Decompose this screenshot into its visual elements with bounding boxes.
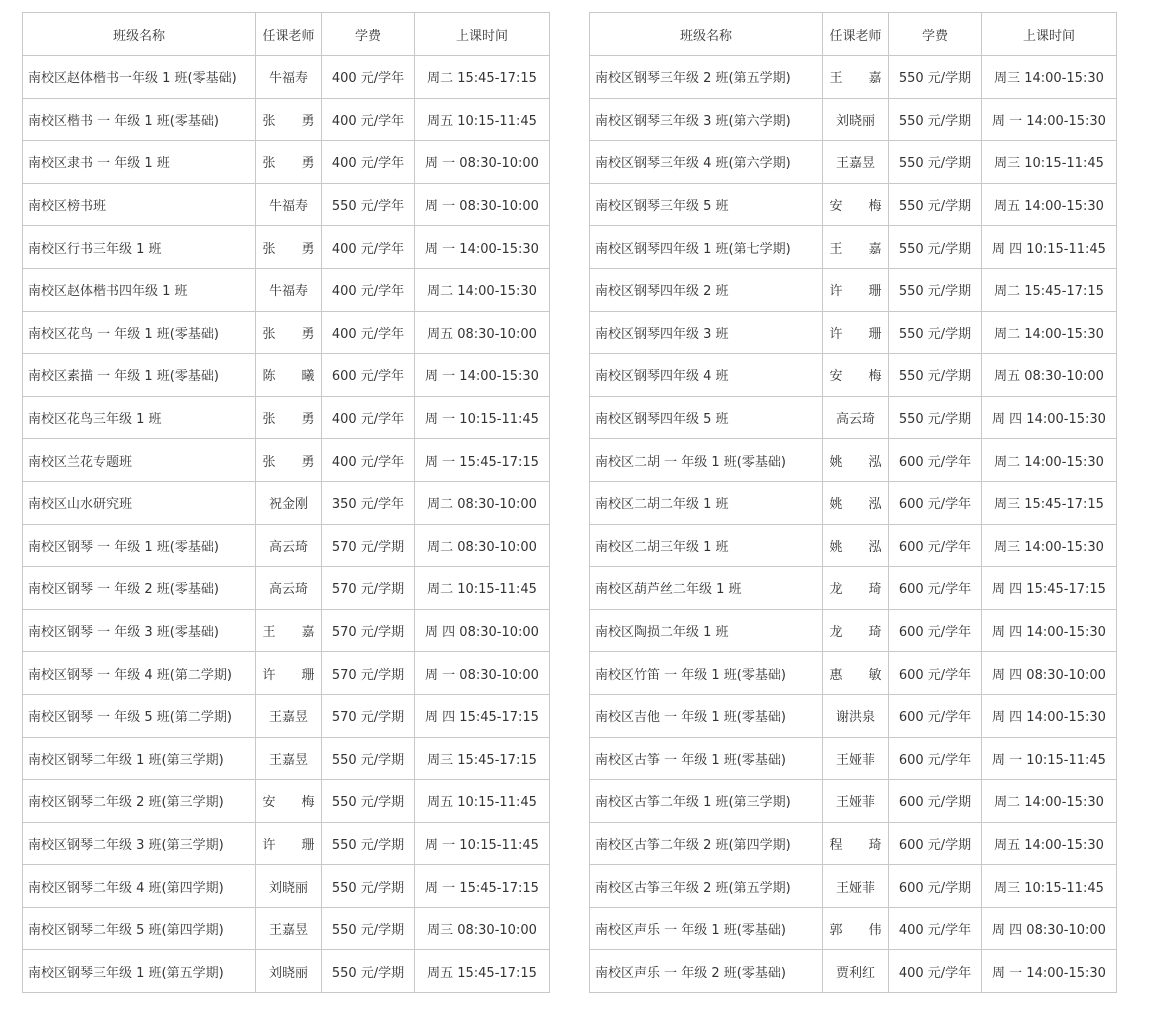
fee-cell: 400 元/学年 [322, 141, 415, 184]
teacher-cell: 程 琦 [823, 822, 889, 865]
class-name-cell: 南校区二胡二年级 1 班 [590, 481, 823, 524]
fee-cell: 550 元/学期 [322, 865, 415, 908]
fee-cell: 400 元/学年 [322, 311, 415, 354]
time-cell: 周 四 08:30-10:00 [415, 609, 550, 652]
class-name-cell: 南校区古筝二年级 1 班(第三学期) [590, 780, 823, 823]
fee-cell: 550 元/学期 [889, 226, 982, 269]
time-cell: 周二 15:45-17:15 [982, 268, 1117, 311]
table-row [23, 567, 550, 610]
fee-cell: 570 元/学期 [322, 652, 415, 695]
class-name-cell: 南校区钢琴四年级 3 班 [590, 311, 823, 354]
fee-cell: 600 元/学期 [889, 865, 982, 908]
table-row [590, 524, 1117, 567]
fee-cell: 550 元/学期 [322, 907, 415, 950]
teacher-cell: 张 勇 [256, 226, 322, 269]
table-row [590, 396, 1117, 439]
table-row [23, 694, 550, 737]
teacher-cell: 祝金刚 [256, 481, 322, 524]
table-row [23, 226, 550, 269]
teacher-cell: 高云琦 [823, 396, 889, 439]
time-cell: 周 一 08:30-10:00 [415, 652, 550, 695]
time-cell: 周 一 14:00-15:30 [982, 98, 1117, 141]
teacher-cell: 王 嘉 [823, 226, 889, 269]
teacher-cell: 王娅菲 [823, 865, 889, 908]
teacher-cell: 许 珊 [256, 822, 322, 865]
teacher-cell: 张 勇 [256, 311, 322, 354]
table-row [590, 311, 1117, 354]
fee-cell: 570 元/学期 [322, 694, 415, 737]
class-name-cell: 南校区钢琴四年级 2 班 [590, 268, 823, 311]
table-row [590, 567, 1117, 610]
table-row [23, 56, 550, 99]
teacher-cell: 许 珊 [823, 311, 889, 354]
fee-cell: 400 元/学年 [889, 950, 982, 993]
class-name-cell: 南校区二胡三年级 1 班 [590, 524, 823, 567]
teacher-cell: 姚 泓 [823, 439, 889, 482]
teacher-cell: 牛福寿 [256, 268, 322, 311]
table-row [590, 56, 1117, 99]
table-row [590, 865, 1117, 908]
fee-cell: 400 元/学年 [322, 98, 415, 141]
teacher-cell: 姚 泓 [823, 524, 889, 567]
time-cell: 周 四 14:00-15:30 [982, 396, 1117, 439]
time-cell: 周三 08:30-10:00 [415, 907, 550, 950]
class-name-cell: 南校区竹笛 一 年级 1 班(零基础) [590, 652, 823, 695]
time-cell: 周三 14:00-15:30 [982, 524, 1117, 567]
class-name-cell: 南校区花鸟三年级 1 班 [23, 396, 256, 439]
schedule-table-left [22, 12, 550, 993]
class-name-cell: 南校区钢琴四年级 4 班 [590, 354, 823, 397]
time-cell: 周二 10:15-11:45 [415, 567, 550, 610]
time-cell: 周 四 08:30-10:00 [982, 652, 1117, 695]
header-time: 上课时间 [982, 13, 1117, 56]
teacher-cell: 安 梅 [823, 183, 889, 226]
fee-cell: 550 元/学期 [889, 268, 982, 311]
class-name-cell: 南校区古筝 一 年级 1 班(零基础) [590, 737, 823, 780]
class-name-cell: 南校区钢琴 一 年级 4 班(第二学期) [23, 652, 256, 695]
teacher-cell: 王嘉昱 [256, 737, 322, 780]
teacher-cell: 刘晓丽 [256, 865, 322, 908]
class-name-cell: 南校区钢琴三年级 3 班(第六学期) [590, 98, 823, 141]
time-cell: 周二 14:00-15:30 [982, 439, 1117, 482]
fee-cell: 550 元/学期 [889, 183, 982, 226]
teacher-cell: 刘晓丽 [256, 950, 322, 993]
class-name-cell: 南校区榜书班 [23, 183, 256, 226]
fee-cell: 600 元/学年 [889, 737, 982, 780]
class-name-cell: 南校区声乐 一 年级 1 班(零基础) [590, 907, 823, 950]
time-cell: 周二 14:00-15:30 [415, 268, 550, 311]
teacher-cell: 王 嘉 [256, 609, 322, 652]
table-row [590, 737, 1117, 780]
table-row [23, 609, 550, 652]
teacher-cell: 许 珊 [823, 268, 889, 311]
right-table-body [590, 56, 1117, 993]
fee-cell: 400 元/学年 [322, 439, 415, 482]
time-cell: 周二 08:30-10:00 [415, 524, 550, 567]
time-cell: 周 一 08:30-10:00 [415, 183, 550, 226]
time-cell: 周 四 14:00-15:30 [982, 609, 1117, 652]
teacher-cell: 王娅菲 [823, 737, 889, 780]
time-cell: 周五 14:00-15:30 [982, 822, 1117, 865]
fee-cell: 400 元/学年 [889, 907, 982, 950]
time-cell: 周三 14:00-15:30 [982, 56, 1117, 99]
header-teacher: 任课老师 [256, 13, 322, 56]
class-name-cell: 南校区古筝二年级 2 班(第四学期) [590, 822, 823, 865]
class-name-cell: 南校区赵体楷书四年级 1 班 [23, 268, 256, 311]
fee-cell: 550 元/学期 [889, 354, 982, 397]
class-name-cell: 南校区吉他 一 年级 1 班(零基础) [590, 694, 823, 737]
table-row [23, 141, 550, 184]
fee-cell: 600 元/学年 [889, 524, 982, 567]
time-cell: 周 一 15:45-17:15 [415, 865, 550, 908]
time-cell: 周 一 10:15-11:45 [415, 822, 550, 865]
time-cell: 周三 10:15-11:45 [982, 865, 1117, 908]
time-cell: 周三 15:45-17:15 [415, 737, 550, 780]
fee-cell: 600 元/学年 [889, 567, 982, 610]
fee-cell: 400 元/学年 [322, 226, 415, 269]
table-row [590, 354, 1117, 397]
class-name-cell: 南校区素描 一 年级 1 班(零基础) [23, 354, 256, 397]
class-name-cell: 南校区钢琴四年级 1 班(第七学期) [590, 226, 823, 269]
time-cell: 周 四 10:15-11:45 [982, 226, 1117, 269]
time-cell: 周 四 14:00-15:30 [982, 694, 1117, 737]
fee-cell: 550 元/学期 [322, 780, 415, 823]
time-cell: 周 一 15:45-17:15 [415, 439, 550, 482]
teacher-cell: 张 勇 [256, 141, 322, 184]
teacher-cell: 张 勇 [256, 439, 322, 482]
class-name-cell: 南校区钢琴三年级 4 班(第六学期) [590, 141, 823, 184]
class-name-cell: 南校区钢琴二年级 3 班(第三学期) [23, 822, 256, 865]
class-name-cell: 南校区钢琴二年级 1 班(第三学期) [23, 737, 256, 780]
teacher-cell: 王 嘉 [823, 56, 889, 99]
fee-cell: 600 元/学年 [322, 354, 415, 397]
time-cell: 周五 14:00-15:30 [982, 183, 1117, 226]
teacher-cell: 贾利红 [823, 950, 889, 993]
left-table-body [23, 56, 550, 993]
time-cell: 周三 10:15-11:45 [982, 141, 1117, 184]
time-cell: 周五 10:15-11:45 [415, 780, 550, 823]
schedule-table-right [589, 12, 1117, 993]
teacher-cell: 高云琦 [256, 524, 322, 567]
table-row [23, 311, 550, 354]
table-row [590, 907, 1117, 950]
class-name-cell: 南校区山水研究班 [23, 481, 256, 524]
fee-cell: 400 元/学年 [322, 268, 415, 311]
fee-cell: 550 元/学期 [889, 311, 982, 354]
teacher-cell: 王嘉昱 [256, 694, 322, 737]
fee-cell: 570 元/学期 [322, 524, 415, 567]
fee-cell: 400 元/学年 [322, 396, 415, 439]
class-name-cell: 南校区钢琴三年级 5 班 [590, 183, 823, 226]
table-header-row [23, 13, 550, 56]
teacher-cell: 许 珊 [256, 652, 322, 695]
header-fee: 学费 [889, 13, 982, 56]
fee-cell: 600 元/学年 [889, 609, 982, 652]
table-row [23, 652, 550, 695]
teacher-cell: 安 梅 [823, 354, 889, 397]
class-name-cell: 南校区钢琴 一 年级 2 班(零基础) [23, 567, 256, 610]
fee-cell: 550 元/学期 [322, 950, 415, 993]
fee-cell: 600 元/学期 [889, 822, 982, 865]
fee-cell: 600 元/学年 [889, 652, 982, 695]
time-cell: 周五 15:45-17:15 [415, 950, 550, 993]
table-row [23, 439, 550, 482]
table-row [590, 822, 1117, 865]
table-header-row [590, 13, 1117, 56]
table-row [23, 865, 550, 908]
time-cell: 周二 15:45-17:15 [415, 56, 550, 99]
time-cell: 周三 15:45-17:15 [982, 481, 1117, 524]
table-row [590, 98, 1117, 141]
time-cell: 周五 08:30-10:00 [415, 311, 550, 354]
teacher-cell: 牛福寿 [256, 183, 322, 226]
fee-cell: 550 元/学期 [889, 141, 982, 184]
table-row [590, 183, 1117, 226]
fee-cell: 550 元/学期 [889, 56, 982, 99]
time-cell: 周二 14:00-15:30 [982, 780, 1117, 823]
class-name-cell: 南校区钢琴三年级 1 班(第五学期) [23, 950, 256, 993]
time-cell: 周 一 14:00-15:30 [982, 950, 1117, 993]
table-row [23, 183, 550, 226]
teacher-cell: 惠 敏 [823, 652, 889, 695]
fee-cell: 400 元/学年 [322, 56, 415, 99]
fee-cell: 550 元/学期 [889, 396, 982, 439]
fee-cell: 550 元/学期 [889, 98, 982, 141]
teacher-cell: 张 勇 [256, 98, 322, 141]
fee-cell: 550 元/学年 [322, 183, 415, 226]
class-name-cell: 南校区钢琴三年级 2 班(第五学期) [590, 56, 823, 99]
class-name-cell: 南校区钢琴二年级 5 班(第四学期) [23, 907, 256, 950]
time-cell: 周二 14:00-15:30 [982, 311, 1117, 354]
time-cell: 周 一 10:15-11:45 [415, 396, 550, 439]
class-name-cell: 南校区隶书 一 年级 1 班 [23, 141, 256, 184]
table-row [23, 907, 550, 950]
class-name-cell: 南校区陶损二年级 1 班 [590, 609, 823, 652]
time-cell: 周 四 08:30-10:00 [982, 907, 1117, 950]
teacher-cell: 谢洪泉 [823, 694, 889, 737]
class-name-cell: 南校区钢琴二年级 2 班(第三学期) [23, 780, 256, 823]
time-cell: 周 一 14:00-15:30 [415, 354, 550, 397]
class-name-cell: 南校区二胡 一 年级 1 班(零基础) [590, 439, 823, 482]
table-row [590, 226, 1117, 269]
header-teacher: 任课老师 [823, 13, 889, 56]
table-row [590, 268, 1117, 311]
teacher-cell: 高云琦 [256, 567, 322, 610]
teacher-cell: 龙 琦 [823, 609, 889, 652]
teacher-cell: 王娅菲 [823, 780, 889, 823]
teacher-cell: 郭 伟 [823, 907, 889, 950]
fee-cell: 550 元/学期 [322, 737, 415, 780]
table-row [23, 780, 550, 823]
header-time: 上课时间 [415, 13, 550, 56]
time-cell: 周五 10:15-11:45 [415, 98, 550, 141]
class-name-cell: 南校区古筝三年级 2 班(第五学期) [590, 865, 823, 908]
teacher-cell: 张 勇 [256, 396, 322, 439]
teacher-cell: 安 梅 [256, 780, 322, 823]
fee-cell: 350 元/学年 [322, 481, 415, 524]
table-row [23, 822, 550, 865]
table-row [23, 268, 550, 311]
teacher-cell: 王嘉昱 [256, 907, 322, 950]
fee-cell: 600 元/学年 [889, 481, 982, 524]
teacher-cell: 刘晓丽 [823, 98, 889, 141]
table-row [23, 481, 550, 524]
class-name-cell: 南校区钢琴 一 年级 5 班(第二学期) [23, 694, 256, 737]
class-name-cell: 南校区葫芦丝二年级 1 班 [590, 567, 823, 610]
table-row [23, 950, 550, 993]
teacher-cell: 姚 泓 [823, 481, 889, 524]
class-name-cell: 南校区花鸟 一 年级 1 班(零基础) [23, 311, 256, 354]
teacher-cell: 牛福寿 [256, 56, 322, 99]
table-row [590, 652, 1117, 695]
time-cell: 周 四 15:45-17:15 [415, 694, 550, 737]
table-row [23, 354, 550, 397]
fee-cell: 600 元/学期 [889, 780, 982, 823]
class-name-cell: 南校区赵体楷书一年级 1 班(零基础) [23, 56, 256, 99]
table-row [23, 524, 550, 567]
time-cell: 周 一 08:30-10:00 [415, 141, 550, 184]
teacher-cell: 陈 曦 [256, 354, 322, 397]
class-name-cell: 南校区钢琴四年级 5 班 [590, 396, 823, 439]
class-name-cell: 南校区行书三年级 1 班 [23, 226, 256, 269]
table-row [590, 439, 1117, 482]
table-row [23, 396, 550, 439]
table-row [23, 98, 550, 141]
class-name-cell: 南校区钢琴二年级 4 班(第四学期) [23, 865, 256, 908]
class-name-cell: 南校区钢琴 一 年级 1 班(零基础) [23, 524, 256, 567]
table-row [590, 950, 1117, 993]
header-fee: 学费 [322, 13, 415, 56]
table-row [590, 141, 1117, 184]
fee-cell: 550 元/学期 [322, 822, 415, 865]
teacher-cell: 王嘉昱 [823, 141, 889, 184]
table-row [590, 780, 1117, 823]
time-cell: 周五 08:30-10:00 [982, 354, 1117, 397]
fee-cell: 570 元/学期 [322, 609, 415, 652]
teacher-cell: 龙 琦 [823, 567, 889, 610]
time-cell: 周 四 15:45-17:15 [982, 567, 1117, 610]
table-row [590, 481, 1117, 524]
header-class-name: 班级名称 [23, 13, 256, 56]
class-name-cell: 南校区钢琴 一 年级 3 班(零基础) [23, 609, 256, 652]
class-name-cell: 南校区楷书 一 年级 1 班(零基础) [23, 98, 256, 141]
time-cell: 周 一 14:00-15:30 [415, 226, 550, 269]
table-row [23, 737, 550, 780]
time-cell: 周二 08:30-10:00 [415, 481, 550, 524]
header-class-name: 班级名称 [590, 13, 823, 56]
fee-cell: 570 元/学期 [322, 567, 415, 610]
class-name-cell: 南校区声乐 一 年级 2 班(零基础) [590, 950, 823, 993]
fee-cell: 600 元/学年 [889, 439, 982, 482]
fee-cell: 600 元/学年 [889, 694, 982, 737]
table-row [590, 609, 1117, 652]
class-name-cell: 南校区兰花专题班 [23, 439, 256, 482]
time-cell: 周 一 10:15-11:45 [982, 737, 1117, 780]
table-row [590, 694, 1117, 737]
